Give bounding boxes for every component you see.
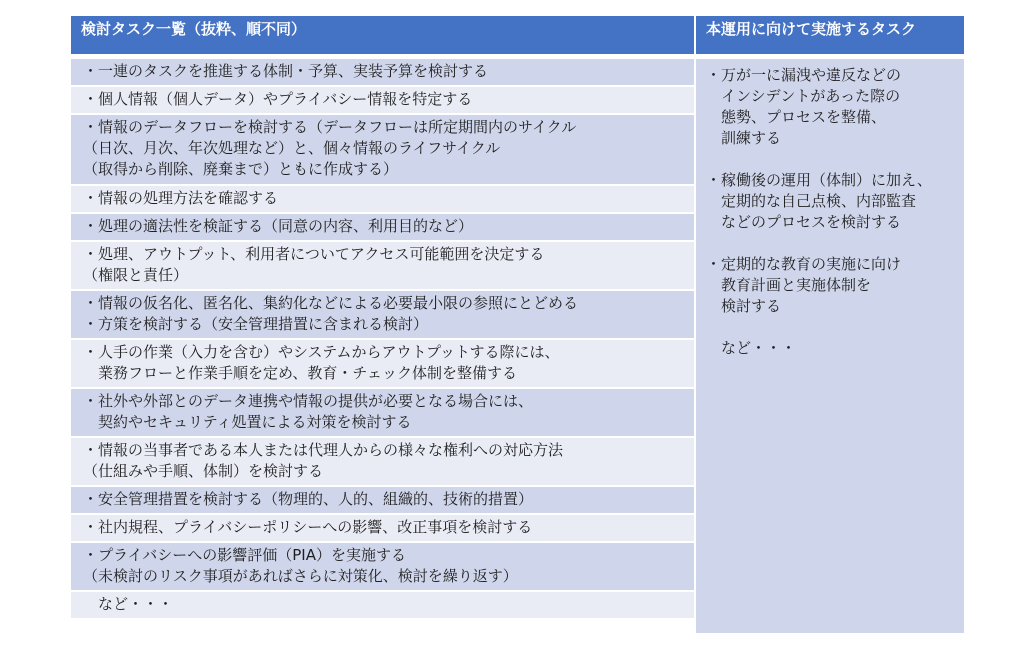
task-row-line: （取得から削除、廃棄まで）ともに作成する） (83, 160, 399, 178)
task-row (71, 291, 694, 340)
task-row-line: （権限と責任） (83, 266, 189, 284)
task-row (71, 59, 694, 87)
operation-task-line: など・・・ (706, 339, 797, 357)
task-row (71, 592, 694, 620)
task-row (71, 214, 694, 242)
operation-task-item (706, 170, 958, 233)
task-row (71, 87, 694, 115)
operation-task-line: などのプロセスを検討する (706, 213, 902, 231)
operation-task-line: 訓練する (706, 129, 782, 147)
task-row-line: ・処理、アウトプット、利用者についてアクセス可能範囲を決定する (83, 245, 545, 263)
operation-task-item (706, 254, 958, 317)
operation-task-line: 教育計画と実施体制を (706, 276, 872, 294)
task-row-line: ・情報の当事者である本人または代理人からの様々な権利への対応方法 (83, 441, 564, 459)
operation-task-line: インシデントがあった際の (706, 87, 901, 105)
task-row (71, 515, 694, 543)
operation-task-line: 態勢、プロセスを整備、 (706, 108, 887, 126)
task-row (71, 487, 694, 515)
task-row-line: ・情報のデータフローを検討する（データフローは所定期間内のサイクル (83, 118, 577, 136)
task-row-line: など・・・ (83, 595, 174, 613)
task-row (71, 389, 694, 438)
task-row (71, 340, 694, 389)
task-row (71, 438, 694, 487)
task-row-line: ・安全管理措置を検討する（物理的、人的、組織的、技術的措置） (83, 490, 534, 508)
task-row-line: （日次、月次、年次処理など）と、個々情報のライフサイクル (83, 139, 501, 157)
operation-task-item (706, 338, 958, 359)
task-row-line: 契約やセキュリティ処置による対策を検討する (83, 413, 412, 431)
operation-task-line: ・万が一に漏洩や違反などの (706, 66, 902, 84)
operation-task-line: ・稼働後の運用（体制）に加え、 (706, 171, 932, 189)
task-row (71, 543, 694, 592)
task-row-line: （未検討のリスク事項があればさらに対策化、検討を繰り返す） (83, 567, 518, 585)
task-row-line: 業務フローと作業手順を定め、教育・チェック体制を整備する (83, 364, 517, 382)
left-column-header: 検討タスク一覧（抜粋、順不同） (71, 16, 694, 56)
task-row (71, 115, 694, 186)
task-row (71, 186, 694, 214)
operation-task-line: 定期的な自己点検、内部監査 (706, 192, 917, 210)
operation-task-item (706, 65, 958, 149)
task-row-line: ・社外や外部とのデータ連携や情報の提供が必要となる場合には、 (83, 392, 534, 410)
task-row (71, 242, 694, 291)
task-row-line: ・人手の作業（入力を含む）やシステムからアウトプットする際には、 (83, 343, 560, 361)
task-row-line: ・社内規程、プライバシーポリシーへの影響、改正事項を検討する (83, 518, 533, 536)
task-row-line: ・情報の仮名化、匿名化、集約化などによる必要最小限の参照にとどめる (83, 294, 579, 312)
task-list-column (71, 59, 694, 620)
operation-task-line: ・定期的な教育の実施に向け (706, 255, 902, 273)
task-row-line: ・処理の適法性を検証する（同意の内容、利用目的など） (83, 217, 474, 235)
task-row-line: ・情報の処理方法を確認する (83, 189, 279, 207)
task-row-line: ・個人情報（個人データ）やプライバシー情報を特定する (83, 90, 473, 108)
operation-task-column (696, 59, 964, 633)
task-row-line: ・方策を検討する（安全管理措置に含まれる検討） (83, 315, 429, 333)
task-row-line: （仕組みや手順、体制）を検討する (83, 462, 324, 480)
operation-task-line: 検討する (706, 297, 782, 315)
task-row-line: ・一連のタスクを推進する体制・予算、実装予算を検討する (83, 62, 489, 80)
right-column-header: 本運用に向けて実施するタスク (696, 16, 964, 56)
task-row-line: ・プライバシーへの影響評価（PIA）を実施する (83, 546, 406, 564)
